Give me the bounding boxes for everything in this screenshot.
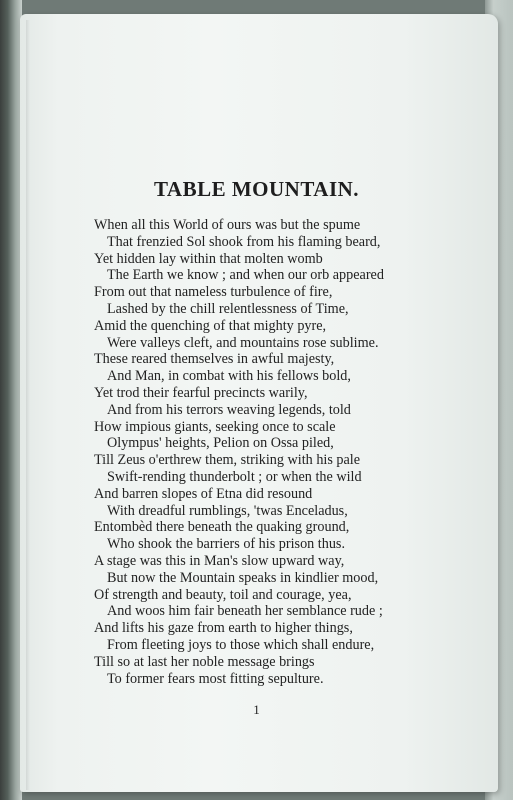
poem-body [94,217,494,687]
poem-line: When all this World of ours was but the spume [94,217,361,233]
poem-line: And barren slopes of Etna did resound [94,485,313,502]
poem-line: Who shook the barriers of his prison thus. [107,536,346,553]
poem-line: Yet hidden lay within that molten womb [94,250,323,267]
poem-line: That frenzied Sol shook from his flaming beard, [107,233,381,250]
poem-line: These reared themselves in awful majesty, [94,351,335,368]
poem-line: How impious giants, seeking once to scale [94,418,336,435]
poem-line: A stage was this in Man's slow upward way, [94,552,345,569]
poem-line: Amid the quenching of that mighty pyre, [94,317,327,334]
poem-line: And lifts his gaze from earth to higher things, [94,620,353,637]
poem-line: And woos him fair beneath her semblance rude ; [107,603,383,620]
poem-line: Till Zeus o'erthrew them, striking with his pale [94,452,361,469]
page-fold-shadow [26,20,30,790]
poem-line: But now the Mountain speaks in kindlier mood, [107,569,379,586]
poem-line: Of strength and beauty, toil and courage, yea, [94,586,352,603]
poem-line: To former fears most fitting sepulture. [107,670,324,687]
page-title: TABLE MOUNTAIN. [153,177,360,201]
poem-line: And Man, in combat with his fellows bold, [107,368,351,385]
poem-line: From out that nameless turbulence of fire, [94,284,333,301]
poem-line: Olympus' heights, Pelion on Ossa piled, [107,435,334,452]
poem-line: Lashed by the chill relentlessness of Time, [107,300,349,317]
poem-line: From fleeting joys to those which shall endure, [107,636,375,653]
page-number: 1 [253,702,260,717]
poem-line: Yet trod their fearful precincts warily, [94,384,308,401]
poem-line: Entombèd there beneath the quaking ground, [94,519,350,536]
poem-line: Swift-rending thunderbolt ; or when the wild [107,468,362,485]
poem-line: With dreadful rumblings, 'twas Enceladus, [107,502,348,519]
poem-line: Were valleys cleft, and mountains rose sublime. [107,334,379,351]
poem-line: And from his terrors weaving legends, told [107,401,351,418]
poem-line: Till so at last her noble message brings [94,653,315,670]
poem-line: The Earth we know ; and when our orb appeared [107,267,384,284]
book-binding [0,0,22,800]
